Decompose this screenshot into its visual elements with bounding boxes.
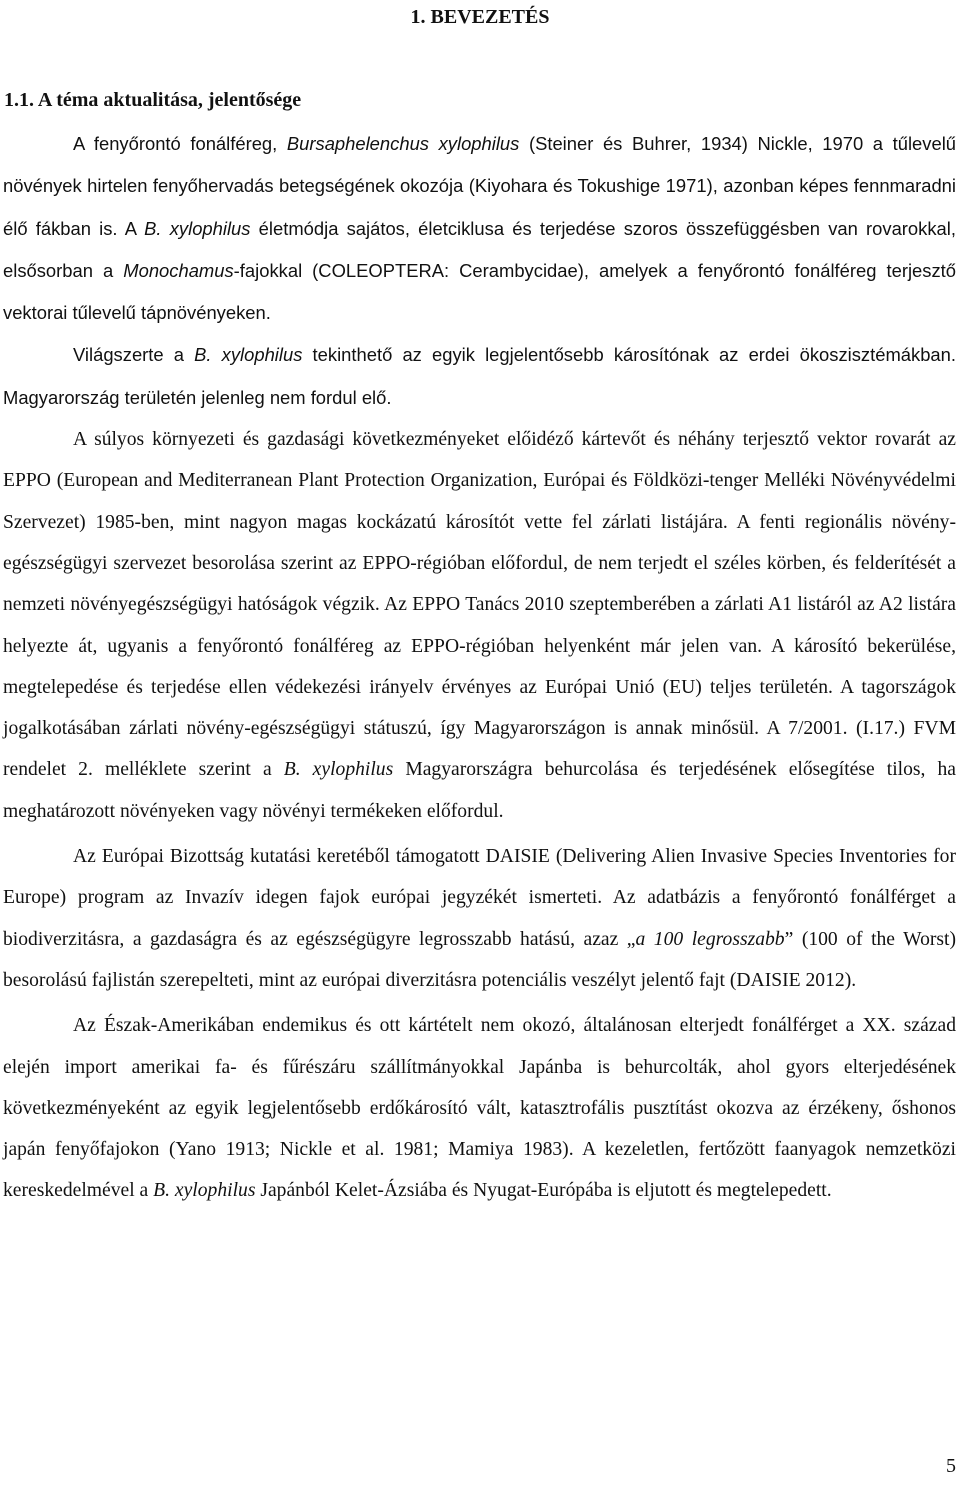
paragraph-daisie	[3, 836, 956, 1001]
text-run: ” (100 of the Worst) besorolású fajlistán szerepelteti, mint az európai diverzitásra potenciális veszélyt jelentő fajt (DAISIE 2012).	[3, 928, 956, 991]
genus-name: Monochamus	[123, 259, 234, 281]
text-run: tekinthető az egyik legjelentősebb károsítónak az erdei ökoszisztémákban. Magyarország területén jelenleg nem fordul elő.	[3, 344, 957, 408]
body-text	[3, 123, 956, 1212]
species-name: B. xylophilus	[283, 759, 394, 781]
text-run: Az Európai Bizottság kutatási keretéből támogatott DAISIE (Delivering Alien Invasive Species Inventories for Europe) program az Invazív idegen fajok európai jegyzékét ismerteti. Az adatbázis a fenyőrontó fonálférget a biodiverzitásra, a gazdaságra és az egészségügyre legrosszabb hatású, azaz „	[3, 846, 956, 950]
text-run: Japánból Kelet-Ázsiába és Nyugat-Európába is eljutott és megtelepedett.	[255, 1180, 832, 1202]
text-run: Magyarországra behurcolása és terjedésének elősegítése tilos, ha meghatározott növényeken vagy növényi termékeken előfordul.	[3, 759, 957, 822]
text-run: (Steiner és Buhrer, 1934) Nickle, 1970 a tűlevelű növények hirtelen fenyőhervadás betegségének okozója (Kiyohara és Tokushige 1971), azonban képes fennmaradni élő fákban is. A	[3, 133, 957, 239]
paragraph-eppo	[3, 419, 956, 832]
text-run: Világszerte a	[73, 344, 195, 366]
emphasis: a 100 legrosszabb	[635, 928, 785, 950]
species-name: B. xylophilus	[153, 1180, 256, 1202]
text-run: A súlyos környezeti és gazdasági következményeket előidéző kártevőt és néhány terjesztő vektor rovarát az EPPO (European and Mediterranean Plant Protection Organization, Európai és Földközi-tenger Melléki Növényvédelmi Szervezet) 1985-ben, mint nagyon magas kockázatú károsítót vette fel zárlati listájára. A fenti regionális növény-egészségügyi szervezet besorolása szerint az EPPO-régióban előfordul, de nem terjedt el széles körben, és felderítését a nemzeti növényegészségügyi hatóságok végzik. Az EPPO Tanács 2010 szeptemberében a zárlati A1 listáról az A2 listára helyezte át, ugyanis a fenyőrontó fonálféreg az EPPO-régióban helyenként már jelen van. A károsító bekerülése, megtelepedése és terjedése ellen védekezési irányelv érvényes az Európai Unió (EU) teljes területén. A tagországok jogalkotásában zárlati növény-egészségügyi státuszú, így Magyarországon is annak minősül. A 7/2001. (I.17.) FVM rendelet 2. melléklete szerint a	[3, 429, 956, 781]
species-name: B. xylophilus	[144, 217, 251, 239]
chapter-heading: 1. BEVEZETÉS	[410, 6, 550, 28]
species-name: Bursaphelenchus xylophilus	[286, 133, 520, 154]
text-run: életmódja sajátos, életciklusa és terjedése szoros összefüggésben van rovarokkal, elsősorban a	[3, 217, 956, 281]
section-heading: 1.1. A téma aktualitása, jelentősége	[4, 89, 302, 111]
species-name: B. xylophilus	[194, 344, 303, 366]
text-run: -fajokkal (COLEOPTERA: Cerambycidae), amelyek a fenyőrontó fonálféreg terjesztő vektorai tűlevelű tápnövényeken.	[3, 259, 956, 324]
page-number: 5	[946, 1455, 956, 1477]
text-run: Az Észak-Amerikában endemikus és ott kártételt nem okozó, általánosan elterjedt fonálférget a XX. század elején import amerikai fa- és fűrészáru szállítmányokkal Japánba is behurcolták, ahol gyors elterjedésének következményeként az egyik legjelentősebb erdőkárosító vált, katasztrofális pusztítást okozva az érzékeny, őshonos japán fenyőfajokon (Yano 1913; Nickle et al. 1981; Mamiya 1983). A kezeletlen, fertőzött faanyagok nemzetközi kereskedelmével a	[3, 1015, 956, 1202]
text-run: A fenyőrontó fonálféreg,	[73, 133, 287, 154]
paragraph-spread	[3, 1005, 956, 1211]
paragraph-intro	[3, 123, 956, 334]
paragraph-worldwide	[3, 334, 956, 419]
